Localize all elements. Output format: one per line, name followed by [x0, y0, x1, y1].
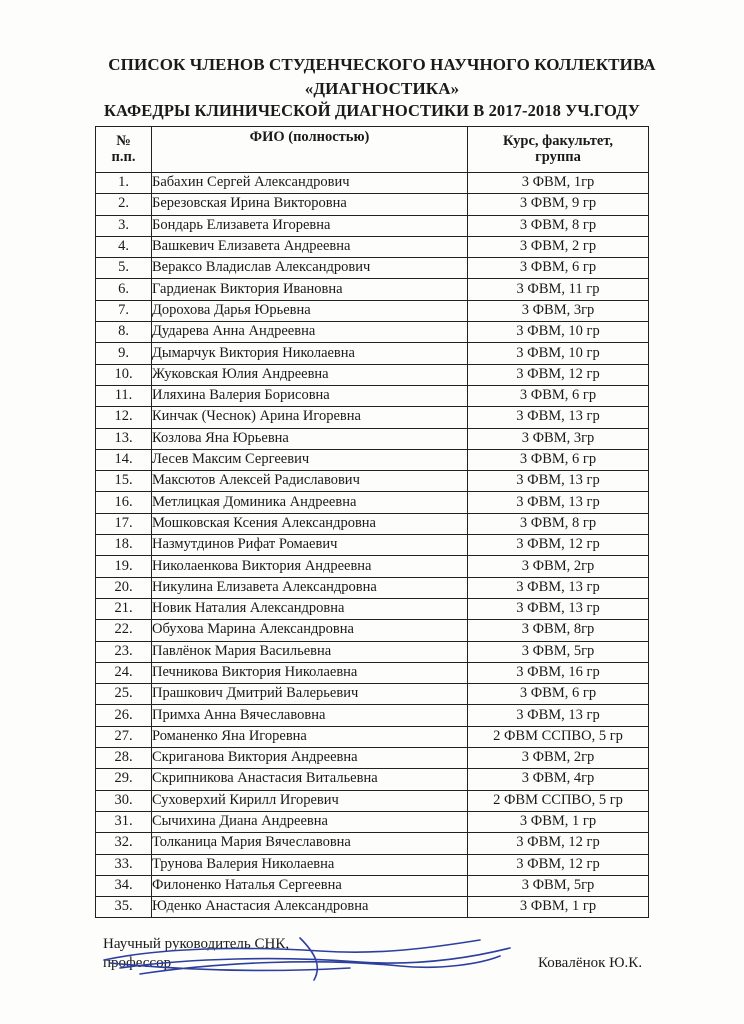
row-number-cell: 1.: [96, 173, 152, 194]
table-row: [96, 364, 649, 385]
member-name-cell: Примха Анна Вячеславовна: [152, 705, 468, 726]
row-number-cell: 9.: [96, 343, 152, 364]
course-group-cell: 3 ФВМ, 1гр: [468, 173, 649, 194]
table-row: [96, 492, 649, 513]
course-group-cell: 3 ФВМ, 1 гр: [468, 811, 649, 832]
member-name-cell: Дымарчук Виктория Николаевна: [152, 343, 468, 364]
document-title-line-1: СПИСОК ЧЛЕНОВ СТУДЕНЧЕСКОГО НАУЧНОГО КОЛЛЕКТИВА: [108, 55, 656, 74]
row-number-cell: 22.: [96, 620, 152, 641]
member-name-cell: Никулина Елизавета Александровна: [152, 577, 468, 598]
column-header-number-line-2: п.п.: [111, 148, 136, 165]
row-number-cell: 4.: [96, 236, 152, 257]
course-group-cell: 3 ФВМ, 8 гр: [468, 215, 649, 236]
row-number-cell: 13.: [96, 428, 152, 449]
member-name-cell: Скриганова Виктория Андреевна: [152, 748, 468, 769]
table-row: [96, 620, 649, 641]
members-table: [95, 126, 649, 918]
member-name-cell: Гардиенак Виктория Ивановна: [152, 279, 468, 300]
row-number-cell: 17.: [96, 513, 152, 534]
table-row: [96, 897, 649, 918]
course-group-cell: 3 ФВМ, 3гр: [468, 428, 649, 449]
row-number-cell: 7.: [96, 300, 152, 321]
row-number-cell: 18.: [96, 535, 152, 556]
member-name-cell: Печникова Виктория Николаевна: [152, 662, 468, 683]
table-row: [96, 875, 649, 896]
table-row: [96, 535, 649, 556]
member-name-cell: Скрипникова Анастасия Витальевна: [152, 769, 468, 790]
course-group-cell: 3 ФВМ, 2 гр: [468, 236, 649, 257]
row-number-cell: 34.: [96, 875, 152, 896]
row-number-cell: 24.: [96, 662, 152, 683]
row-number-cell: 26.: [96, 705, 152, 726]
table-row: [96, 449, 649, 470]
course-group-cell: 3 ФВМ, 6 гр: [468, 684, 649, 705]
document-title-line-2: «ДИАГНОСТИКА»: [304, 79, 460, 98]
course-group-cell: 3 ФВМ, 2гр: [468, 556, 649, 577]
table-row: [96, 748, 649, 769]
member-name-cell: Обухова Марина Александровна: [152, 620, 468, 641]
member-name-cell: Дорохова Дарья Юрьевна: [152, 300, 468, 321]
member-name-cell: Юденко Анастасия Александровна: [152, 897, 468, 918]
member-name-cell: Мошковская Ксения Александровна: [152, 513, 468, 534]
course-group-cell: 3 ФВМ, 5гр: [468, 875, 649, 896]
course-group-cell: 3 ФВМ, 8гр: [468, 620, 649, 641]
row-number-cell: 21.: [96, 598, 152, 619]
member-name-cell: Назмутдинов Рифат Ромаевич: [152, 535, 468, 556]
table-row: [96, 407, 649, 428]
table-row: [96, 577, 649, 598]
table-row: [96, 811, 649, 832]
table-row: [96, 705, 649, 726]
course-group-cell: 3 ФВМ, 9 гр: [468, 194, 649, 215]
course-group-cell: 3 ФВМ, 4гр: [468, 769, 649, 790]
row-number-cell: 32.: [96, 833, 152, 854]
row-number-cell: 5.: [96, 258, 152, 279]
member-name-cell: Филоненко Наталья Сергеевна: [152, 875, 468, 896]
member-name-cell: Трунова Валерия Николаевна: [152, 854, 468, 875]
table-row: [96, 215, 649, 236]
row-number-cell: 23.: [96, 641, 152, 662]
supervisor-name: Ковалёнок Ю.К.: [538, 955, 643, 971]
course-group-cell: 3 ФВМ, 6 гр: [468, 385, 649, 406]
course-group-cell: 3 ФВМ, 1 гр: [468, 897, 649, 918]
handwritten-signature: [100, 918, 520, 988]
member-name-cell: Новик Наталия Александровна: [152, 598, 468, 619]
member-name-cell: Павлёнок Мария Васильевна: [152, 641, 468, 662]
row-number-cell: 33.: [96, 854, 152, 875]
member-name-cell: Николаенкова Виктория Андреевна: [152, 556, 468, 577]
course-group-cell: 3 ФВМ, 3гр: [468, 300, 649, 321]
row-number-cell: 27.: [96, 726, 152, 747]
table-row: [96, 833, 649, 854]
course-group-cell: 3 ФВМ, 13 гр: [468, 407, 649, 428]
row-number-cell: 25.: [96, 684, 152, 705]
supervisor-title-line-1: Научный руководитель СНК,: [103, 936, 290, 952]
course-group-cell: 2 ФВМ ССПВО, 5 гр: [468, 790, 649, 811]
member-name-cell: Сычихина Диана Андреевна: [152, 811, 468, 832]
column-header-course: [468, 127, 649, 173]
column-header-course-line-1: Курс, факультет,: [503, 132, 613, 149]
document-title-line-3: КАФЕДРЫ КЛИНИЧЕСКОЙ ДИАГНОСТИКИ В 2017-2018 УЧ.ГОДУ: [103, 101, 641, 120]
table-row: [96, 236, 649, 257]
member-name-cell: Метлицкая Доминика Андреевна: [152, 492, 468, 513]
table-row: [96, 598, 649, 619]
course-group-cell: 3 ФВМ, 13 гр: [468, 471, 649, 492]
member-name-cell: Максютов Алексей Радиславович: [152, 471, 468, 492]
table-row: [96, 556, 649, 577]
course-group-cell: 3 ФВМ, 16 гр: [468, 662, 649, 683]
course-group-cell: 3 ФВМ, 8 гр: [468, 513, 649, 534]
row-number-cell: 20.: [96, 577, 152, 598]
course-group-cell: 2 ФВМ ССПВО, 5 гр: [468, 726, 649, 747]
row-number-cell: 31.: [96, 811, 152, 832]
course-group-cell: 3 ФВМ, 12 гр: [468, 364, 649, 385]
course-group-cell: 3 ФВМ, 13 гр: [468, 705, 649, 726]
row-number-cell: 3.: [96, 215, 152, 236]
member-name-cell: Суховерхий Кирилл Игоревич: [152, 790, 468, 811]
column-header-number: [96, 127, 152, 173]
column-header-number-line-1: №: [116, 132, 131, 149]
member-name-cell: Вашкевич Елизавета Андреевна: [152, 236, 468, 257]
course-group-cell: 3 ФВМ, 12 гр: [468, 854, 649, 875]
course-group-cell: 3 ФВМ, 6 гр: [468, 449, 649, 470]
member-name-cell: Бондарь Елизавета Игоревна: [152, 215, 468, 236]
course-group-cell: 3 ФВМ, 5гр: [468, 641, 649, 662]
row-number-cell: 35.: [96, 897, 152, 918]
table-header-row: [96, 127, 649, 173]
row-number-cell: 11.: [96, 385, 152, 406]
table-row: [96, 684, 649, 705]
table-row: [96, 194, 649, 215]
member-name-cell: Прашкович Дмитрий Валерьевич: [152, 684, 468, 705]
table-row: [96, 279, 649, 300]
table-row: [96, 790, 649, 811]
course-group-cell: 3 ФВМ, 12 гр: [468, 833, 649, 854]
course-group-cell: 3 ФВМ, 10 гр: [468, 343, 649, 364]
course-group-cell: 3 ФВМ, 13 гр: [468, 598, 649, 619]
member-name-cell: Жуковская Юлия Андреевна: [152, 364, 468, 385]
row-number-cell: 6.: [96, 279, 152, 300]
table-row: [96, 471, 649, 492]
table-row: [96, 258, 649, 279]
column-header-name: ФИО (полностью): [152, 127, 468, 173]
row-number-cell: 8.: [96, 322, 152, 343]
member-name-cell: Дударева Анна Андреевна: [152, 322, 468, 343]
table-row: [96, 726, 649, 747]
table-row: [96, 322, 649, 343]
table-row: [96, 173, 649, 194]
course-group-cell: 3 ФВМ, 11 гр: [468, 279, 649, 300]
row-number-cell: 15.: [96, 471, 152, 492]
course-group-cell: 3 ФВМ, 6 гр: [468, 258, 649, 279]
column-header-course-line-2: группа: [535, 148, 581, 165]
table-row: [96, 769, 649, 790]
row-number-cell: 29.: [96, 769, 152, 790]
row-number-cell: 16.: [96, 492, 152, 513]
member-name-cell: Березовская Ирина Викторовна: [152, 194, 468, 215]
course-group-cell: 3 ФВМ, 2гр: [468, 748, 649, 769]
member-name-cell: Толканица Мария Вячеславовна: [152, 833, 468, 854]
table-body: [96, 173, 649, 918]
row-number-cell: 30.: [96, 790, 152, 811]
row-number-cell: 14.: [96, 449, 152, 470]
table-row: [96, 641, 649, 662]
row-number-cell: 28.: [96, 748, 152, 769]
row-number-cell: 2.: [96, 194, 152, 215]
row-number-cell: 10.: [96, 364, 152, 385]
course-group-cell: 3 ФВМ, 12 гр: [468, 535, 649, 556]
row-number-cell: 19.: [96, 556, 152, 577]
supervisor-title-line-2: профессор: [103, 955, 172, 971]
member-name-cell: Кинчак (Чеснок) Арина Игоревна: [152, 407, 468, 428]
table-row: [96, 662, 649, 683]
table-row: [96, 428, 649, 449]
member-name-cell: Иляхина Валерия Борисовна: [152, 385, 468, 406]
course-group-cell: 3 ФВМ, 13 гр: [468, 577, 649, 598]
course-group-cell: 3 ФВМ, 10 гр: [468, 322, 649, 343]
row-number-cell: 12.: [96, 407, 152, 428]
table-row: [96, 385, 649, 406]
member-name-cell: Лесев Максим Сергеевич: [152, 449, 468, 470]
table-row: [96, 854, 649, 875]
member-name-cell: Козлова Яна Юрьевна: [152, 428, 468, 449]
member-name-cell: Вераксо Владислав Александрович: [152, 258, 468, 279]
table-row: [96, 343, 649, 364]
table-row: [96, 513, 649, 534]
member-name-cell: Бабахин Сергей Александрович: [152, 173, 468, 194]
table-row: [96, 300, 649, 321]
course-group-cell: 3 ФВМ, 13 гр: [468, 492, 649, 513]
member-name-cell: Романенко Яна Игоревна: [152, 726, 468, 747]
